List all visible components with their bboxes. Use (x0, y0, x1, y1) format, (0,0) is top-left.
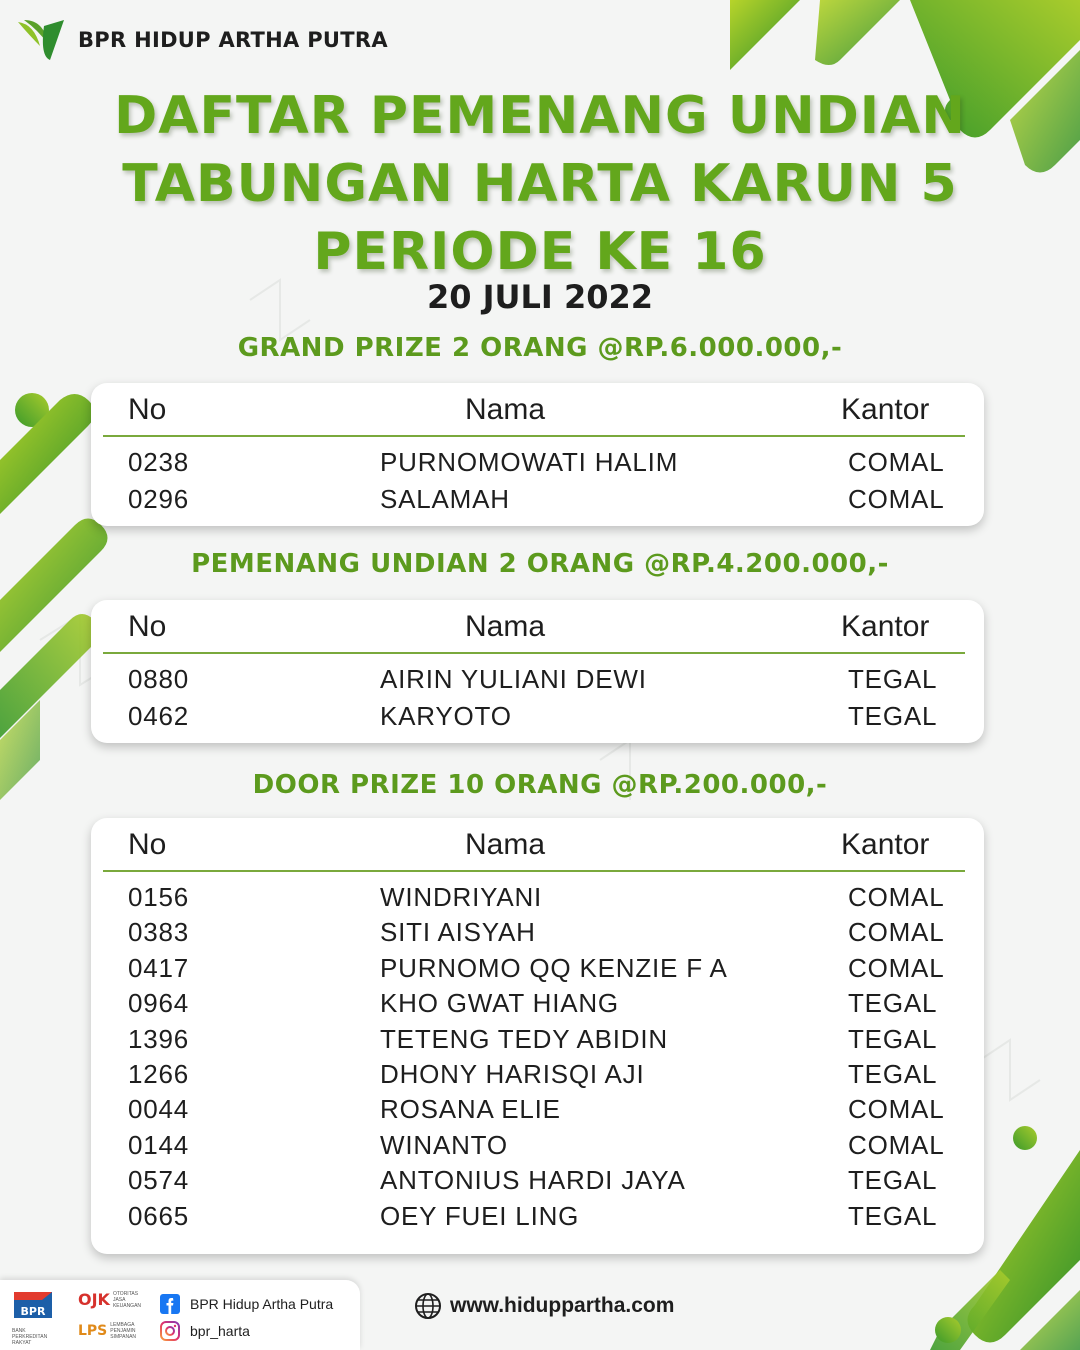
cell-kantor: TEGAL (848, 1023, 938, 1054)
headline-line-2: TABUNGAN HARTA KARUN 5 (122, 154, 958, 214)
bpr-logo (12, 1288, 58, 1346)
table-row (91, 1022, 984, 1057)
winner-table-door-prize (91, 818, 984, 1254)
cell-no: 0144 (128, 1129, 190, 1160)
column-header-no: No (128, 610, 167, 643)
bpr-logo-caption: BANK PERKREDITAN RAKYAT (12, 1328, 48, 1346)
table-header (103, 818, 965, 872)
table-row (91, 915, 984, 950)
cell-kantor: COMAL (848, 447, 945, 477)
cell-kantor: TEGAL (848, 701, 938, 731)
cell-nama: TETENG TEDY ABIDIN (380, 1023, 668, 1054)
table-row (91, 951, 984, 986)
cell-kantor: TEGAL (848, 664, 938, 694)
brand-name: BPR HIDUP ARTHA PUTRA (78, 28, 388, 52)
table-body (91, 437, 984, 519)
cell-no: 0383 (128, 917, 190, 948)
column-header-kantor: Kantor (841, 393, 930, 426)
cell-no: 0044 (128, 1094, 190, 1125)
table-row (91, 1092, 984, 1127)
section-title-pemenang-undian: PEMENANG UNDIAN 2 ORANG @RP.4.200.000,- (191, 549, 889, 579)
section-title-door-prize: DOOR PRIZE 10 ORANG @RP.200.000,- (252, 770, 828, 800)
cell-no: 0238 (128, 447, 190, 477)
column-header-nama: Nama (465, 828, 546, 861)
cell-nama: KHO GWAT HIANG (380, 988, 619, 1019)
column-header-nama: Nama (465, 393, 546, 426)
cell-nama: ROSANA ELIE (380, 1094, 561, 1125)
section-title-grand-prize: GRAND PRIZE 2 ORANG @RP.6.000.000,- (237, 333, 843, 363)
website-link[interactable] (414, 1292, 674, 1320)
instagram-icon (160, 1321, 180, 1341)
cell-nama: DHONY HARISQI AJI (380, 1058, 645, 1089)
bpr-logo-icon (12, 1288, 54, 1324)
cell-kantor: TEGAL (848, 1200, 938, 1231)
cell-nama: ANTONIUS HARDI JAYA (380, 1165, 686, 1196)
brand (14, 16, 388, 64)
headline (0, 82, 1080, 286)
table-row (91, 986, 984, 1021)
column-header-no: No (128, 828, 167, 861)
cell-nama: WINDRIYANI (380, 882, 543, 912)
headline-line-1: DAFTAR PEMENANG UNDIAN (114, 86, 966, 146)
cell-kantor: COMAL (848, 952, 945, 983)
winner-table-pemenang-undian (91, 600, 984, 743)
table-header (103, 600, 965, 654)
cell-kantor: COMAL (848, 882, 945, 912)
cell-nama: KARYOTO (380, 701, 512, 731)
column-header-nama: Nama (465, 610, 546, 643)
cell-kantor: COMAL (848, 1094, 945, 1125)
table-row (91, 1163, 984, 1198)
table-row (91, 662, 984, 699)
headline-line-3: PERIODE KE 16 (313, 222, 767, 282)
cell-kantor: COMAL (848, 917, 945, 948)
facebook-handle: BPR Hidup Artha Putra (190, 1296, 334, 1312)
table-row (91, 482, 984, 519)
cell-no: 0462 (128, 701, 190, 731)
cell-kantor: COMAL (848, 484, 945, 514)
winner-table-grand-prize (91, 383, 984, 526)
cell-no: 0574 (128, 1165, 190, 1196)
cell-no: 1266 (128, 1058, 190, 1089)
table-row (91, 1057, 984, 1092)
lps-logo (78, 1322, 142, 1340)
column-header-kantor: Kantor (841, 610, 930, 643)
cell-no: 1396 (128, 1023, 190, 1054)
cell-kantor: TEGAL (848, 1165, 938, 1196)
instagram-handle: bpr_harta (190, 1323, 250, 1339)
lps-logo-text: LPS (78, 1323, 108, 1339)
cell-nama: SITI AISYAH (380, 917, 536, 948)
table-row (91, 699, 984, 736)
cell-kantor: COMAL (848, 1129, 945, 1160)
cell-no: 0665 (128, 1200, 190, 1231)
cell-no: 0156 (128, 882, 190, 912)
facebook-link[interactable] (160, 1294, 333, 1314)
cell-nama: AIRIN YULIANI DEWI (380, 664, 647, 694)
cell-no: 0880 (128, 664, 190, 694)
lps-logo-caption: LEMBAGA PENJAMIN SIMPANAN (110, 1322, 137, 1340)
cell-kantor: TEGAL (848, 1058, 938, 1089)
column-header-no: No (128, 393, 167, 426)
footer (0, 1280, 1080, 1350)
ojk-logo (78, 1290, 145, 1309)
ojk-logo-caption: OTORITAS JASA KEUANGAN (112, 1290, 142, 1309)
table-header (103, 383, 965, 437)
cell-nama: SALAMAH (380, 484, 510, 514)
cell-nama: OEY FUEI LING (380, 1200, 580, 1231)
table-row (91, 445, 984, 482)
table-body (91, 654, 984, 736)
table-row (91, 1128, 984, 1163)
table-row (91, 1199, 984, 1234)
instagram-link[interactable] (160, 1321, 250, 1341)
cell-nama: PURNOMOWATI HALIM (380, 447, 679, 477)
table-row (91, 880, 984, 915)
ojk-logo-text: OJK (78, 1290, 110, 1309)
table-body (91, 872, 984, 1234)
draw-date: 20 JULI 2022 (426, 278, 654, 316)
column-header-kantor: Kantor (841, 828, 930, 861)
cell-no: 0964 (128, 988, 190, 1019)
cell-kantor: TEGAL (848, 988, 938, 1019)
cell-nama: WINANTO (380, 1129, 508, 1160)
cell-no: 0296 (128, 484, 190, 514)
brand-logo-icon (14, 16, 68, 64)
facebook-icon (160, 1294, 180, 1314)
bpr-logo-text: BPR (20, 1305, 46, 1318)
globe-icon (414, 1292, 442, 1320)
website-url: www.hiduppartha.com (450, 1294, 675, 1317)
cell-nama: PURNOMO QQ KENZIE F A (380, 952, 728, 983)
cell-no: 0417 (128, 952, 190, 983)
footer-panel (0, 1280, 360, 1350)
